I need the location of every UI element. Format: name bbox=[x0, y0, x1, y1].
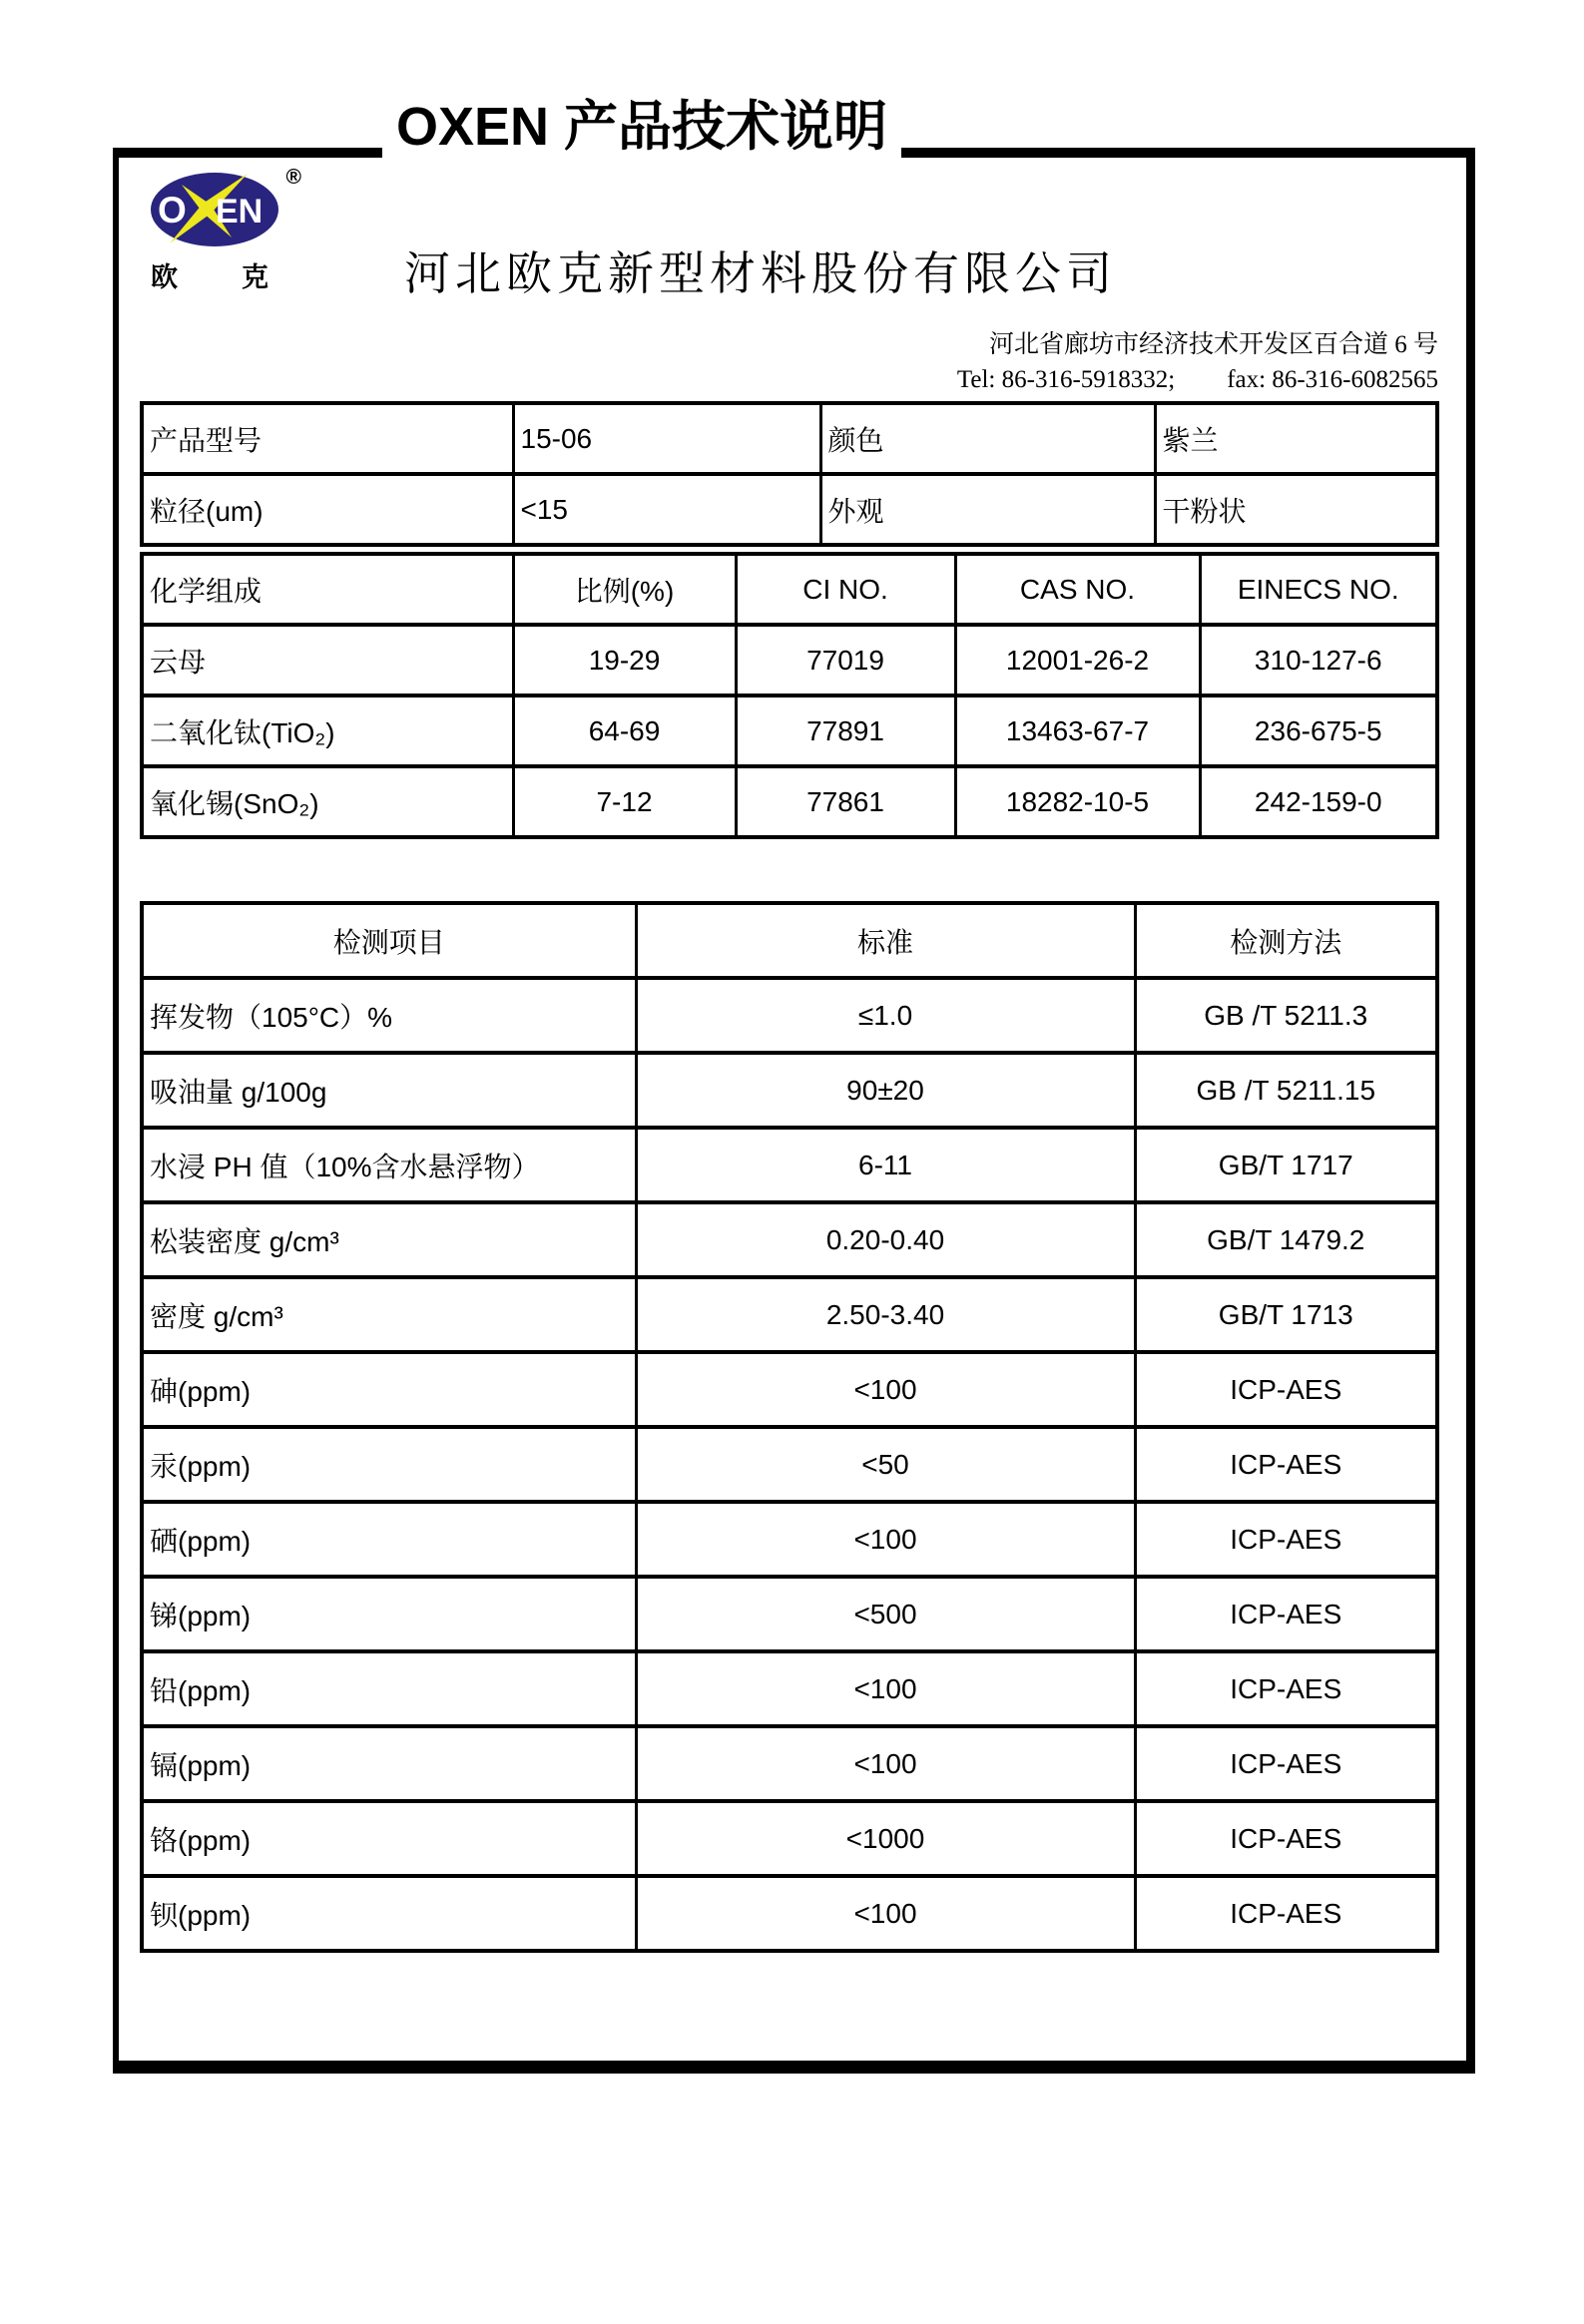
table-cell: ICP-AES bbox=[1135, 1876, 1437, 1951]
table-cell: 粒径(um) bbox=[142, 474, 513, 545]
table-row bbox=[142, 1502, 1437, 1577]
table-cell: 密度 g/cm³ bbox=[142, 1277, 636, 1352]
table-row bbox=[142, 403, 1437, 474]
table-row bbox=[142, 1801, 1437, 1876]
table-row bbox=[142, 1876, 1437, 1951]
composition-table bbox=[140, 552, 1439, 839]
table-cell: 汞(ppm) bbox=[142, 1427, 636, 1502]
table-cell: 二氧化钛(TiO₂) bbox=[142, 696, 513, 766]
table-cell: 氧化锡(SnO₂) bbox=[142, 766, 513, 837]
table-row bbox=[142, 1577, 1437, 1651]
table-cell: 12001-26-2 bbox=[955, 625, 1200, 696]
column-header: 标准 bbox=[636, 903, 1135, 978]
table-cell: <100 bbox=[636, 1876, 1135, 1951]
table-row bbox=[142, 978, 1437, 1053]
address-block bbox=[957, 327, 1438, 397]
table-cell: 0.20-0.40 bbox=[636, 1202, 1135, 1277]
table-row bbox=[142, 1427, 1437, 1502]
column-header: 化学组成 bbox=[142, 554, 513, 625]
table-cell: GB/T 1717 bbox=[1135, 1128, 1437, 1202]
table-cell: ICP-AES bbox=[1135, 1427, 1437, 1502]
table-cell: 挥发物（105°C）% bbox=[142, 978, 636, 1053]
table-row bbox=[142, 474, 1437, 545]
table-cell: 外观 bbox=[820, 474, 1155, 545]
oxen-ellipse-graphic bbox=[150, 172, 279, 247]
table-cell: GB /T 5211.3 bbox=[1135, 978, 1437, 1053]
table-cell: 236-675-5 bbox=[1200, 696, 1437, 766]
table-cell: 钡(ppm) bbox=[142, 1876, 636, 1951]
page-title: OXEN 产品技术说明 bbox=[396, 97, 888, 158]
table-cell: ICP-AES bbox=[1135, 1502, 1437, 1577]
table-row bbox=[142, 1352, 1437, 1427]
logo-caption-left: 欧 bbox=[151, 262, 178, 292]
title-rule-left bbox=[113, 148, 382, 158]
table-cell: 90±20 bbox=[636, 1053, 1135, 1128]
table-cell: <15 bbox=[513, 474, 820, 545]
logo-letters-en: EN bbox=[216, 193, 264, 231]
table-cell: 77019 bbox=[736, 625, 955, 696]
table-cell: 310-127-6 bbox=[1200, 625, 1437, 696]
table-cell: ICP-AES bbox=[1135, 1801, 1437, 1876]
table-cell: 水浸 PH 值（10%含水悬浮物） bbox=[142, 1128, 636, 1202]
table-cell: 2.50-3.40 bbox=[636, 1277, 1135, 1352]
logo-letter-o: O bbox=[158, 190, 187, 231]
column-header: 比例(%) bbox=[513, 554, 736, 625]
table-cell: 颜色 bbox=[820, 403, 1155, 474]
document-header bbox=[113, 84, 1475, 158]
table-row bbox=[142, 696, 1437, 766]
table-header-row bbox=[142, 903, 1437, 978]
oxen-logo-icon bbox=[150, 166, 301, 247]
table-cell: 干粉状 bbox=[1155, 474, 1437, 545]
table-cell: 砷(ppm) bbox=[142, 1352, 636, 1427]
table-cell: 64-69 bbox=[513, 696, 736, 766]
logo-caption-right: 克 bbox=[242, 262, 268, 292]
table-cell: 产品型号 bbox=[142, 403, 513, 474]
table-cell: 镉(ppm) bbox=[142, 1726, 636, 1801]
table-row bbox=[142, 1053, 1437, 1128]
table-header-row bbox=[142, 554, 1437, 625]
table-cell: 15-06 bbox=[513, 403, 820, 474]
table-cell: <50 bbox=[636, 1427, 1135, 1502]
fax-text: fax: 86-316-6082565 bbox=[1227, 366, 1438, 393]
table-cell: 6-11 bbox=[636, 1128, 1135, 1202]
table-cell: <500 bbox=[636, 1577, 1135, 1651]
table-cell: 松装密度 g/cm³ bbox=[142, 1202, 636, 1277]
table-cell: 锑(ppm) bbox=[142, 1577, 636, 1651]
table-cell: 铅(ppm) bbox=[142, 1651, 636, 1726]
test-table bbox=[140, 901, 1439, 1953]
product-info-table bbox=[140, 401, 1439, 547]
table-cell: <100 bbox=[636, 1726, 1135, 1801]
table-row bbox=[142, 1202, 1437, 1277]
table-cell: 硒(ppm) bbox=[142, 1502, 636, 1577]
table-cell: GB/T 1713 bbox=[1135, 1277, 1437, 1352]
table-row bbox=[142, 1726, 1437, 1801]
column-header: CAS NO. bbox=[955, 554, 1200, 625]
table-cell: 13463-67-7 bbox=[955, 696, 1200, 766]
table-cell: 18282-10-5 bbox=[955, 766, 1200, 837]
table-row bbox=[142, 1128, 1437, 1202]
table-cell: <100 bbox=[636, 1502, 1135, 1577]
company-name: 河北欧克新型材料股份有限公司 bbox=[404, 248, 1117, 299]
table-cell: ICP-AES bbox=[1135, 1726, 1437, 1801]
table-cell: ICP-AES bbox=[1135, 1352, 1437, 1427]
table-cell: 77861 bbox=[736, 766, 955, 837]
table-cell: GB/T 1479.2 bbox=[1135, 1202, 1437, 1277]
table-cell: <100 bbox=[636, 1352, 1135, 1427]
table-cell: 242-159-0 bbox=[1200, 766, 1437, 837]
table-cell: 7-12 bbox=[513, 766, 736, 837]
title-rule-right bbox=[901, 148, 1475, 158]
table-row bbox=[142, 766, 1437, 837]
table-cell: 吸油量 g/100g bbox=[142, 1053, 636, 1128]
table-row bbox=[142, 1277, 1437, 1352]
table-cell: ≤1.0 bbox=[636, 978, 1135, 1053]
column-header: 检测方法 bbox=[1135, 903, 1437, 978]
table-cell: GB /T 5211.15 bbox=[1135, 1053, 1437, 1128]
document-frame bbox=[113, 158, 1475, 2074]
table-cell: <100 bbox=[636, 1651, 1135, 1726]
table-cell: <1000 bbox=[636, 1801, 1135, 1876]
table-cell: 19-29 bbox=[513, 625, 736, 696]
table-cell: ICP-AES bbox=[1135, 1577, 1437, 1651]
column-header: EINECS NO. bbox=[1200, 554, 1437, 625]
address-line: 河北省廊坊市经济技术开发区百合道 6 号 bbox=[988, 331, 1438, 358]
table-cell: 铬(ppm) bbox=[142, 1801, 636, 1876]
table-row bbox=[142, 625, 1437, 696]
tel-text: Tel: 86-316-5918332; bbox=[956, 366, 1176, 393]
table-cell: ICP-AES bbox=[1135, 1651, 1437, 1726]
tel-fax-line bbox=[957, 362, 1438, 397]
table-row bbox=[142, 1651, 1437, 1726]
table-cell: 云母 bbox=[142, 625, 513, 696]
table-cell: 紫兰 bbox=[1155, 403, 1437, 474]
table-cell: 77891 bbox=[736, 696, 955, 766]
registered-mark: ® bbox=[285, 166, 301, 189]
column-header: CI NO. bbox=[736, 554, 955, 625]
column-header: 检测项目 bbox=[142, 903, 636, 978]
